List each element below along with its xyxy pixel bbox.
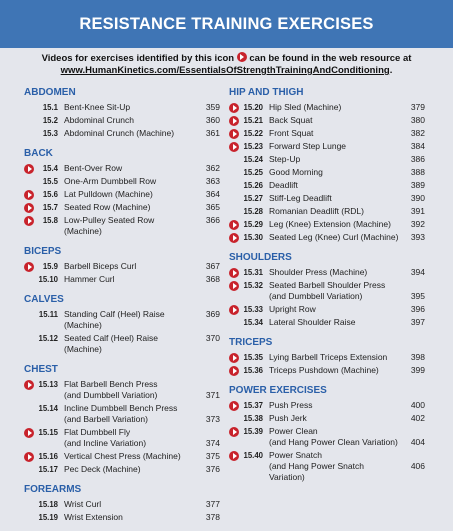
page-number: 386 (410, 154, 425, 164)
section-power-exercises (229, 384, 425, 483)
exercise-number: 15.11 (38, 310, 58, 319)
exercise-row[interactable] (229, 115, 425, 126)
page-number: 390 (410, 193, 425, 203)
exercise-number: 15.7 (42, 203, 58, 212)
exercise-number: 15.2 (42, 116, 58, 125)
page-title: RESISTANCE TRAINING EXERCISES (0, 0, 453, 48)
exercise-row (24, 176, 220, 187)
exercise-row (229, 413, 425, 424)
page-number: 370 (205, 333, 220, 343)
section-heading: BICEPS (24, 246, 62, 257)
exercise-row[interactable] (229, 128, 425, 139)
exercise-number: 15.21 (243, 116, 263, 125)
section-heading: ABDOMEN (24, 87, 76, 98)
section-biceps (24, 245, 220, 285)
exercise-number: 15.32 (243, 281, 263, 290)
exercise-name: Hip Sled (Machine) (269, 102, 342, 112)
exercise-row (24, 499, 220, 510)
intro-url-suffix: . (389, 65, 393, 76)
web-resource-link[interactable]: www.HumanKinetics.com/EssentialsOfStrengthTrainingAndConditioning (60, 65, 390, 76)
intro-line-2 (0, 65, 453, 77)
section-heading: POWER EXERCISES (229, 385, 327, 396)
exercise-row[interactable] (229, 365, 425, 376)
exercise-number: 15.25 (243, 168, 263, 177)
exercise-row (229, 180, 425, 191)
section-chest (24, 363, 220, 475)
page-number: 382 (410, 128, 425, 138)
page-number: 363 (205, 176, 220, 186)
exercise-name: Shoulder Press (Machine) (269, 267, 368, 277)
page-number: 377 (205, 499, 220, 509)
exercise-row (24, 102, 220, 113)
exercise-name: Barbell Biceps Curl (64, 261, 137, 271)
exercise-name: Seated Calf (Heel) Raise (Machine) (64, 333, 159, 354)
page-number: 368 (205, 274, 220, 284)
play-video-icon (237, 52, 247, 62)
exercise-row[interactable] (229, 267, 425, 278)
exercise-row (24, 464, 220, 475)
section-heading: FOREARMS (24, 484, 82, 495)
exercise-row[interactable] (229, 304, 425, 315)
exercise-row[interactable] (229, 450, 425, 483)
right-column (229, 86, 425, 491)
page-number: 393 (410, 232, 425, 242)
exercise-name: Lat Pulldown (Machine) (64, 189, 153, 199)
section-calves (24, 293, 220, 355)
exercise-name: Step-Up (269, 154, 301, 164)
exercise-row[interactable] (24, 451, 220, 462)
page-number: 397 (410, 317, 425, 327)
exercise-name: Stiff-Leg Deadlift (269, 193, 332, 203)
exercise-number: 15.1 (42, 103, 58, 112)
exercise-row[interactable] (24, 261, 220, 272)
exercise-name: Triceps Pushdown (Machine) (269, 365, 379, 375)
exercise-name: Upright Row (269, 304, 316, 314)
page-number: 404 (410, 437, 425, 447)
exercise-name: Back Squat (269, 115, 313, 125)
exercise-row (229, 154, 425, 165)
page-number: 362 (205, 163, 220, 173)
page-number: 398 (410, 352, 425, 362)
exercise-row (24, 309, 220, 331)
section-shoulders (229, 251, 425, 328)
exercise-name: Power Snatch (and Hang Power Snatch Variation) (269, 450, 364, 482)
intro-after-icon: can be found in the web resource at (249, 53, 412, 64)
section-back (24, 147, 220, 237)
exercise-row[interactable] (24, 215, 220, 237)
exercise-row[interactable] (229, 232, 425, 243)
exercise-number: 15.38 (243, 414, 263, 423)
exercise-number: 15.36 (243, 366, 263, 375)
exercise-number: 15.9 (42, 262, 58, 271)
page-number: 379 (410, 102, 425, 112)
exercise-number: 15.3 (42, 129, 58, 138)
exercise-row[interactable] (24, 379, 220, 401)
exercise-name: Vertical Chest Press (Machine) (64, 451, 181, 461)
exercise-name: Push Press (269, 400, 313, 410)
section-heading: CALVES (24, 294, 64, 305)
exercise-name: Lying Barbell Triceps Extension (269, 352, 388, 362)
exercise-row (229, 193, 425, 204)
exercise-name: Lateral Shoulder Raise (269, 317, 356, 327)
exercise-name: Abdominal Crunch (Machine) (64, 128, 175, 138)
exercise-number: 15.18 (38, 500, 58, 509)
exercise-number: 15.30 (243, 233, 263, 242)
page-number: 380 (410, 115, 425, 125)
exercise-row[interactable] (24, 163, 220, 174)
page-number: 388 (410, 167, 425, 177)
page-number: 376 (205, 464, 220, 474)
section-hip-and-thigh (229, 86, 425, 243)
page-number: 371 (205, 390, 220, 400)
exercise-number: 15.37 (243, 401, 263, 410)
exercise-name: Bent-Knee Sit-Up (64, 102, 131, 112)
exercise-row[interactable] (24, 427, 220, 449)
page-number: 361 (205, 128, 220, 138)
exercise-row (24, 274, 220, 285)
exercise-number: 15.29 (243, 220, 263, 229)
exercise-row (229, 206, 425, 217)
exercise-name: One-Arm Dumbbell Row (64, 176, 157, 186)
exercise-row[interactable] (229, 102, 425, 113)
exercise-name: Power Clean (and Hang Power Clean Variation) (269, 426, 398, 447)
exercise-name: Low-Pulley Seated Row (Machine) (64, 215, 155, 236)
exercise-row[interactable] (229, 352, 425, 363)
page-number: 359 (205, 102, 220, 112)
exercise-name: Front Squat (269, 128, 314, 138)
exercise-row (24, 333, 220, 355)
exercise-row[interactable] (229, 280, 425, 302)
exercise-number: 15.39 (243, 427, 263, 436)
exercise-row (229, 167, 425, 178)
exercise-number: 15.16 (38, 452, 58, 461)
page-number: 384 (410, 141, 425, 151)
intro-before-icon: Videos for exercises identified by this icon (41, 53, 235, 64)
page-number: 365 (205, 202, 220, 212)
section-heading: BACK (24, 148, 53, 159)
page-number: 396 (410, 304, 425, 314)
exercise-name: Hammer Curl (64, 274, 115, 284)
exercise-name: Incline Dumbbell Bench Press (and Barbell Variation) (64, 403, 178, 424)
exercise-row[interactable] (229, 426, 425, 448)
exercise-number: 15.22 (243, 129, 263, 138)
exercise-row[interactable] (24, 189, 220, 200)
exercise-number: 15.15 (38, 428, 58, 437)
page-number: 391 (410, 206, 425, 216)
exercise-row[interactable] (229, 400, 425, 411)
exercise-number: 15.35 (243, 353, 263, 362)
exercise-name: Romanian Deadlift (RDL) (269, 206, 364, 216)
exercise-number: 15.20 (243, 103, 263, 112)
exercise-name: Good Morning (269, 167, 323, 177)
exercise-number: 15.12 (38, 334, 58, 343)
exercise-number: 15.13 (38, 380, 58, 389)
exercise-number: 15.19 (38, 513, 58, 522)
exercise-name: Wrist Extension (64, 512, 123, 522)
exercise-number: 15.27 (243, 194, 263, 203)
exercise-number: 15.34 (243, 318, 263, 327)
exercise-row (24, 403, 220, 425)
exercise-number: 15.24 (243, 155, 263, 164)
exercise-name: Seated Leg (Knee) Curl (Machine) (269, 232, 399, 242)
left-column (24, 86, 220, 531)
exercise-number: 15.40 (243, 451, 263, 460)
exercise-number: 15.6 (42, 190, 58, 199)
page-number: 400 (410, 400, 425, 410)
section-abdomen (24, 86, 220, 139)
exercise-name: Seated Row (Machine) (64, 202, 151, 212)
exercise-row[interactable] (229, 219, 425, 230)
exercise-number: 15.14 (38, 404, 58, 413)
page-number: 392 (410, 219, 425, 229)
section-heading: TRICEPS (229, 337, 273, 348)
exercise-name: Flat Dumbbell Fly (and Incline Variation) (64, 427, 147, 448)
page-number: 366 (205, 215, 220, 225)
page-number: 395 (410, 291, 425, 301)
page-number: 399 (410, 365, 425, 375)
section-heading: CHEST (24, 364, 58, 375)
exercise-name: Forward Step Lunge (269, 141, 347, 151)
intro-text (0, 52, 453, 77)
page-number: 375 (205, 451, 220, 461)
exercise-row (24, 512, 220, 523)
exercise-name: Abdominal Crunch (64, 115, 134, 125)
page-number: 373 (205, 414, 220, 424)
exercise-number: 15.8 (42, 216, 58, 225)
exercise-number: 15.10 (38, 275, 58, 284)
page-number: 374 (205, 438, 220, 448)
exercise-row (229, 317, 425, 328)
intro-line-1 (0, 52, 453, 65)
page-number: 394 (410, 267, 425, 277)
exercise-name: Pec Deck (Machine) (64, 464, 141, 474)
exercise-number: 15.26 (243, 181, 263, 190)
exercise-name: Seated Barbell Shoulder Press (and Dumbbell Variation) (269, 280, 386, 301)
page-number: 402 (410, 413, 425, 423)
exercise-name: Deadlift (269, 180, 298, 190)
exercise-row[interactable] (24, 202, 220, 213)
section-forearms (24, 483, 220, 523)
section-triceps (229, 336, 425, 376)
exercise-row (24, 128, 220, 139)
exercise-row[interactable] (229, 141, 425, 152)
exercise-name: Leg (Knee) Extension (Machine) (269, 219, 391, 229)
exercise-number: 15.31 (243, 268, 263, 277)
exercise-name: Flat Barbell Bench Press (and Dumbbell Variation) (64, 379, 158, 400)
exercise-name: Push Jerk (269, 413, 307, 423)
exercise-number: 15.33 (243, 305, 263, 314)
exercise-row (24, 115, 220, 126)
exercise-number: 15.5 (42, 177, 58, 186)
section-heading: HIP AND THIGH (229, 87, 304, 98)
page-number: 367 (205, 261, 220, 271)
page-number: 369 (205, 309, 220, 319)
exercise-name: Wrist Curl (64, 499, 102, 509)
exercise-name: Bent-Over Row (64, 163, 123, 173)
page-number: 378 (205, 512, 220, 522)
page-number: 364 (205, 189, 220, 199)
section-heading: SHOULDERS (229, 252, 292, 263)
exercise-number: 15.28 (243, 207, 263, 216)
exercise-number: 15.17 (38, 465, 58, 474)
exercise-name: Standing Calf (Heel) Raise (Machine) (64, 309, 165, 330)
page-number: 406 (410, 461, 425, 471)
exercise-number: 15.23 (243, 142, 263, 151)
exercise-number: 15.4 (42, 164, 58, 173)
page-number: 360 (205, 115, 220, 125)
page-number: 389 (410, 180, 425, 190)
